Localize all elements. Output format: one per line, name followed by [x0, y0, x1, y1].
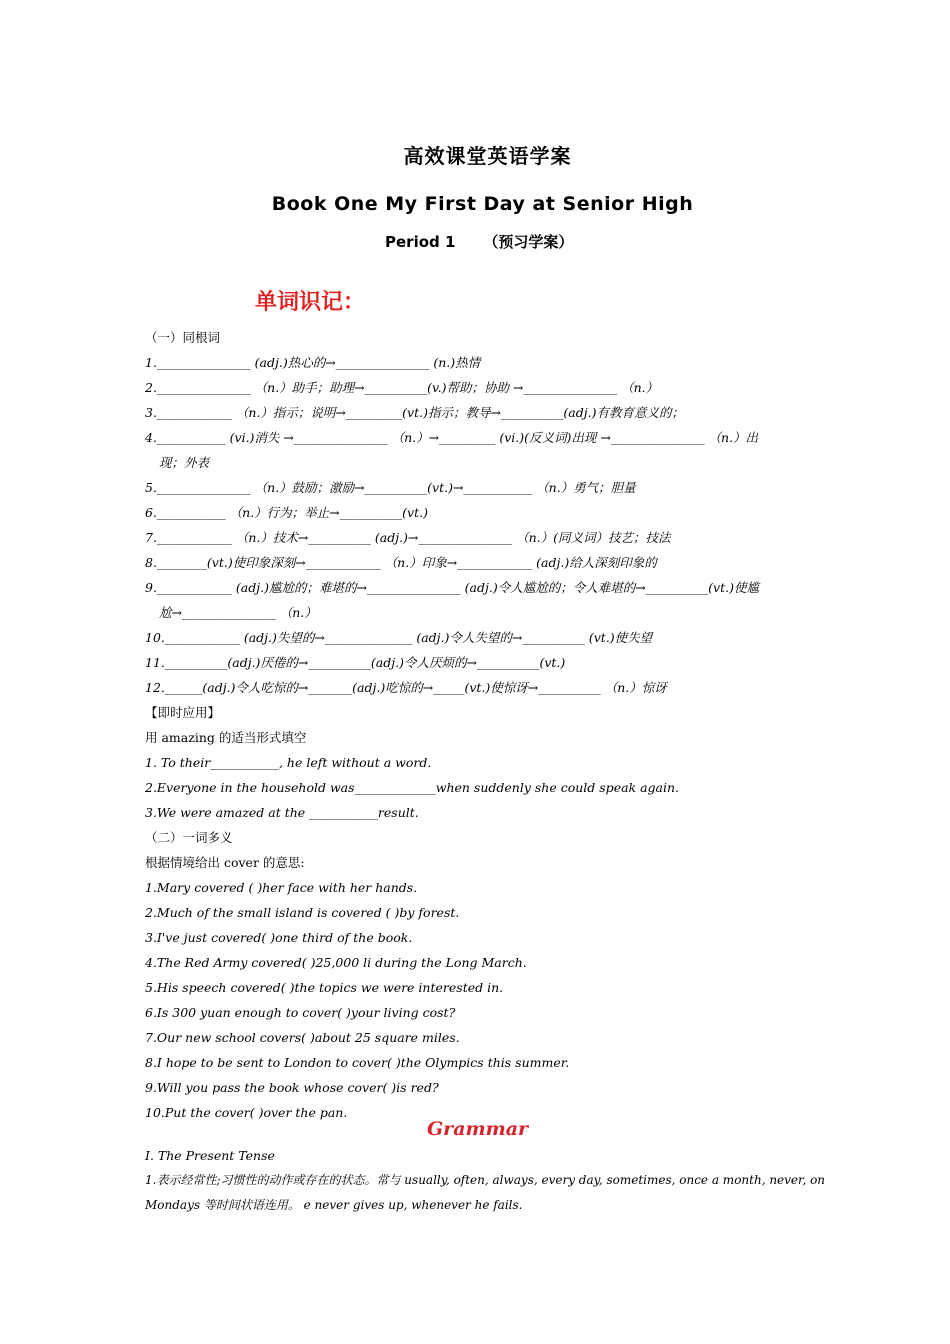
book-subtitle: Book One My First Day at Senior High [271, 193, 694, 215]
vocab-item: 1._______________ (adj.)热心的→_______________ (n.)热情 [145, 355, 481, 370]
vocab-item: 3.____________ （n.）指示；说明→_________(vt.)指示；教导→__________(adj.)有教育意义的； [145, 405, 684, 420]
cover-item: 2.Much of the small island is covered ( )by forest. [145, 905, 460, 920]
period-label [385, 231, 573, 252]
practice-item: 3.We were amazed at the ___________result. [145, 805, 419, 820]
practice-item: 1. To their___________, he left without a word. [145, 755, 432, 770]
worksheet-body [145, 325, 810, 1125]
cover-item: 10.Put the cover( )over the pan. [145, 1105, 348, 1120]
grammar-line: 1.表示经常性;习惯性的动作或存在的状态。常与 usually, often, always, every day, sometimes, once a month, never, on [145, 1173, 826, 1187]
grammar-body [145, 1143, 826, 1218]
grammar-line: Mondays 等时间状语连用。 e never gives up, whenever he fails. [145, 1198, 523, 1212]
vocab-item: 12.______(adj.)令人吃惊的→_______(adj.)吃惊的→_____(vt.)使惊讶→__________ （n.）惊讶 [145, 680, 667, 695]
section2-heading: （二）一词多义 [145, 830, 233, 845]
cover-item: 3.I've just covered( )one third of the book. [145, 930, 413, 945]
cover-item: 4.The Red Army covered( )25,000 li during the Long March. [145, 955, 527, 970]
vocab-item: 4.___________ (vi.)消失 →_______________ （n.）→_________ (vi.)(反义词)出现 →_______________ （n.）出 [145, 430, 759, 445]
period-tag: （预习学案） [483, 233, 574, 251]
vocab-item: 8.________(vt.)使印象深刻→____________ （n.）印象→____________ (adj.)给人深刻印象的 [145, 555, 657, 570]
vocab-item-continued: 尬→_______________ （n.） [159, 605, 317, 620]
section1-heading: （一）同根词 [145, 330, 221, 345]
cover-item: 5.His speech covered( )the topics we were interested in. [145, 980, 504, 995]
vocab-section-title: 单词识记： [255, 290, 366, 315]
cover-item: 6.Is 300 yuan enough to cover( )your living cost? [145, 1005, 456, 1020]
cover-item: 1.Mary covered ( )her face with her hands. [145, 880, 418, 895]
section2-instruction: 根据情境给出 cover 的意思: [145, 855, 305, 870]
grammar-subheading: I. The Present Tense [145, 1148, 275, 1163]
page-title: 高效课堂英语学案 [403, 144, 572, 168]
grammar-title: Grammar [426, 1118, 529, 1140]
cover-item: 9.Will you pass the book whose cover( )is red? [145, 1080, 439, 1095]
practice-heading: 【即时应用】 [145, 705, 221, 720]
cover-item: 8.I hope to be sent to London to cover( )the Olympics this summer. [145, 1055, 570, 1070]
period-number: Period 1 [385, 233, 456, 251]
vocab-item: 10.____________ (adj.)失望的→______________ (adj.)令人失望的→__________ (vt.)使失望 [145, 630, 653, 645]
vocab-item: 7.____________ （n.）技术→__________ (adj.)→_______________ （n.）(同义词）技艺；技法 [145, 530, 671, 545]
vocab-item-continued: 现；外表 [159, 455, 210, 470]
vocab-item: 5._______________ （n.）鼓励；激励→__________(vt.)→___________ （n.）勇气；胆量 [145, 480, 636, 495]
vocab-item: 11.__________(adj.)厌倦的→__________(adj.)令人厌烦的→__________(vt.) [145, 655, 566, 670]
vocab-item: 9.____________ (adj.)尴尬的；难堪的→_______________ (adj.)令人尴尬的；令人难堪的→__________(vt.)使尴 [145, 580, 759, 595]
vocab-item: 2._______________ （n.）助手；助理→__________(v.)帮助；协助 →_______________ （n.） [145, 380, 659, 395]
cover-item: 7.Our new school covers( )about 25 square miles. [145, 1030, 460, 1045]
vocab-item: 6.___________ （n.）行为；举止→__________(vt.) [145, 505, 428, 520]
practice-instruction: 用 amazing 的适当形式填空 [145, 730, 307, 745]
practice-item: 2.Everyone in the household was_____________when suddenly she could speak again. [145, 780, 680, 795]
